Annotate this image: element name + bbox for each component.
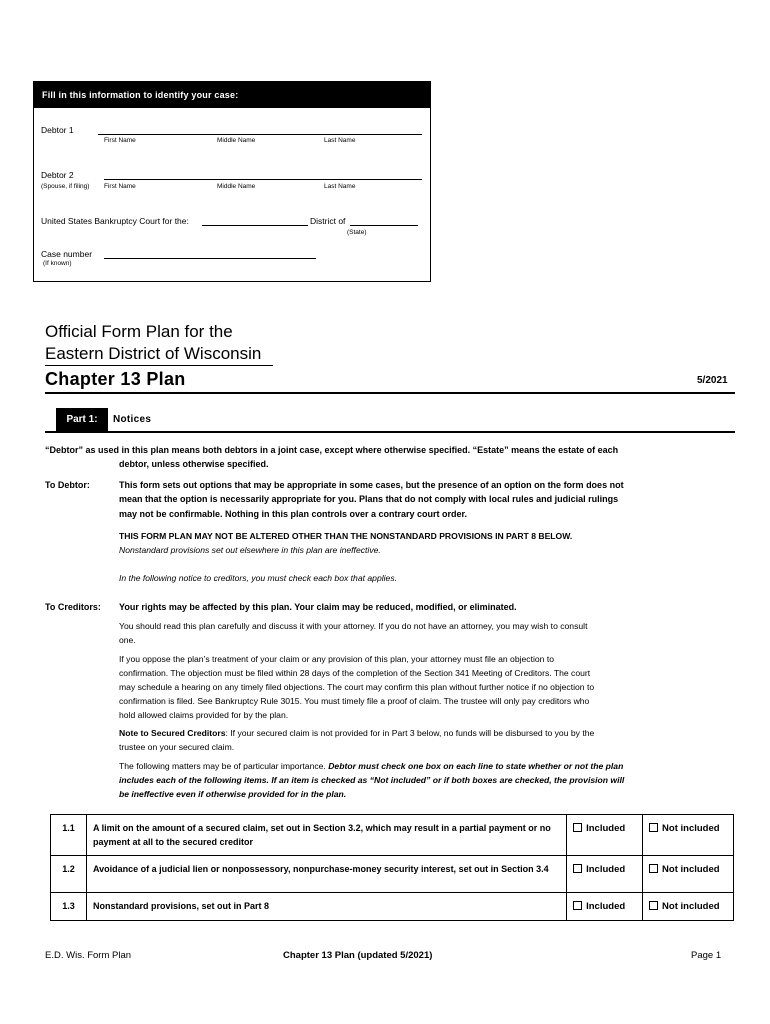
matters-line2: includes each of the following items. If an item is checked as “Not included” or if both boxes are checked, the provision will [119,775,625,785]
not-included-checkbox[interactable] [649,823,658,832]
matters-instruction: Debtor must check one box on each line to state whether or not the plan [328,761,624,771]
table-row [51,815,734,856]
debtor1-middle-name-caption: Middle Name [217,137,256,144]
debtor2-name-field[interactable] [104,179,422,180]
debtor1-label: Debtor 1 [41,125,74,135]
debtor2-label: Debtor 2 [41,170,74,180]
debtor-definition-line1: “Debtor” as used in this plan means both debtors in a joint case, except where otherwise specified. “Estate” means the estate of each [45,445,619,455]
not-included-label: Not included [662,901,720,912]
form-title-line2: Eastern District of Wisconsin [45,344,273,366]
ineffective-notice: Nonstandard provisions set out elsewhere in this plan are ineffective. [119,545,381,555]
not-included-label: Not included [662,864,720,875]
matters-line1 [119,759,623,774]
included-option[interactable] [567,856,643,893]
form-revision-date: 5/2021 [697,375,728,386]
case-info-box [33,81,431,282]
not-included-option[interactable] [643,893,734,921]
not-included-checkbox[interactable] [649,864,658,873]
to-debtor-label: To Debtor: [45,480,90,490]
included-label: Included [586,823,626,834]
footer-plan-title: Chapter 13 Plan (updated 5/2021) [283,950,433,961]
to-creditors-label: To Creditors: [45,602,101,612]
item-description: Nonstandard provisions, set out in Part 8 [86,893,566,921]
included-checkbox[interactable] [573,864,582,873]
oppose-line4: confirmation is filed. See Bankruptcy Rule 3015. You must timely file a proof of claim. The trustee will only pay creditors who [119,696,590,706]
debtor2-middle-name-caption: Middle Name [217,183,256,190]
court-label: United States Bankruptcy Court for the: [41,216,189,226]
item-description: Avoidance of a judicial lien or nonpossessory, nonpurchase-money security interest, set out in Section 3.4 [86,856,566,893]
secured-creditors-line1 [119,726,594,741]
included-label: Included [586,901,626,912]
not-included-label: Not included [662,823,720,834]
case-number-known-caption: (If known) [43,260,72,267]
title-divider [45,392,735,394]
item-number: 1.1 [51,815,87,856]
item-description: A limit on the amount of a secured claim, set out in Section 3.2, which may result in a partial payment or no payment at all to the secured creditor [86,815,566,856]
included-option[interactable] [567,893,643,921]
secured-creditors-heading: Note to Secured Creditors [119,728,226,738]
case-number-label: Case number [41,249,93,259]
not-altered-notice: THIS FORM PLAN MAY NOT BE ALTERED OTHER THAN THE NONSTANDARD PROVISIONS IN PART 8 BELOW. [119,531,573,541]
item-number: 1.2 [51,856,87,893]
debtor1-name-field[interactable] [98,134,422,135]
to-debtor-text-line2: mean that the option is necessarily appropriate for you. Plans that do not comply with local rules and judicial rulings [119,494,619,504]
debtor2-last-name-caption: Last Name [324,183,356,190]
oppose-line1: If you oppose the plan’s treatment of your claim or any provision of this plan, your attorney must file an objection to [119,654,555,664]
form-title-line1: Official Form Plan for the [45,322,233,341]
rights-affected-notice: Your rights may be affected by this plan. Your claim may be reduced, modified, or eliminated. [119,602,517,612]
to-debtor-text-line3: may not be confirmable. Nothing in this plan controls over a contrary court order. [119,509,468,519]
debtor1-first-name-caption: First Name [104,137,136,144]
included-label: Included [586,864,626,875]
district-field[interactable] [350,225,418,226]
matters-line3: be ineffective even if otherwise provided for in the plan. [119,789,347,799]
notice-items-table [50,814,734,921]
oppose-line2: confirmation. The objection must be filed within 28 days of the completion of the Section 341 Meeting of Creditors. The court [119,668,591,678]
debtor1-last-name-caption: Last Name [324,137,356,144]
debtor2-spouse-caption: (Spouse, if filing) [41,183,90,190]
read-plan-line1: You should read this plan carefully and discuss it with your attorney. If you do not have an attorney, you may wish to consult [119,621,588,631]
read-plan-line2: one. [119,635,136,645]
case-number-field[interactable] [104,258,316,259]
included-checkbox[interactable] [573,823,582,832]
chapter-13-plan-title: Chapter 13 Plan [45,369,186,389]
not-included-option[interactable] [643,856,734,893]
case-info-header: Fill in this information to identify your case: [34,82,430,108]
part1-divider [45,431,735,433]
oppose-line5: hold allowed claims provided for by the plan. [119,710,289,720]
district-label: District of [310,216,346,226]
not-included-option[interactable] [643,815,734,856]
included-option[interactable] [567,815,643,856]
table-row [51,856,734,893]
to-debtor-text-line1: This form sets out options that may be appropriate in some cases, but the presence of an option on the form does not [119,480,624,490]
secured-creditors-text: : If your secured claim is not provided for in Part 3 below, no funds will be disbursed to you by the [225,728,595,738]
footer-form-name: E.D. Wis. Form Plan [45,950,132,961]
state-caption: (State) [347,229,367,236]
footer-page-number: Page 1 [691,950,722,961]
oppose-line3: may schedule a hearing on any timely filed objections. The court may confirm this plan without further notice if no objection to [119,682,595,692]
matters-intro: The following matters may be of particular importance. [119,761,329,771]
not-included-checkbox[interactable] [649,901,658,910]
part1-tab: Part 1: [56,408,108,432]
debtor2-first-name-caption: First Name [104,183,136,190]
debtor-definition-line2: debtor, unless otherwise specified. [119,459,269,469]
included-checkbox[interactable] [573,901,582,910]
check-each-box-instruction: In the following notice to creditors, you must check each box that applies. [119,573,398,583]
court-field[interactable] [202,225,308,226]
item-number: 1.3 [51,893,87,921]
table-row [51,893,734,921]
secured-creditors-line2: trustee on your secured claim. [119,742,235,752]
part1-title: Notices [113,414,152,425]
